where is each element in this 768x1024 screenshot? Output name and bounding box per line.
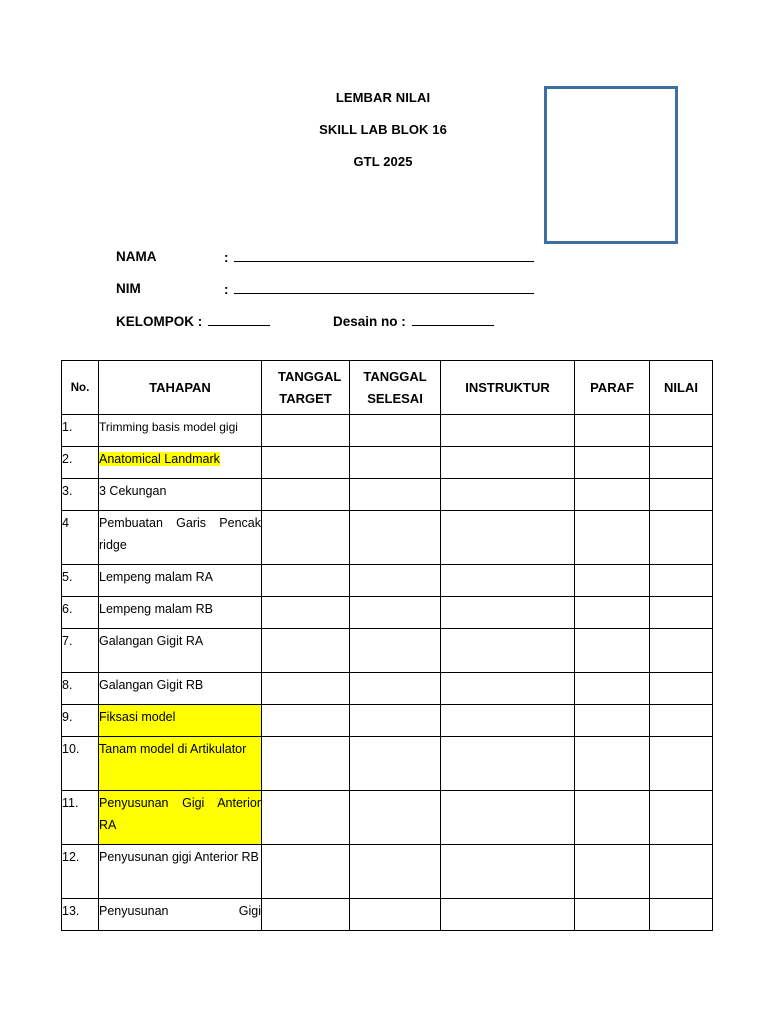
cell-paraf[interactable] bbox=[575, 447, 650, 479]
cell-paraf[interactable] bbox=[575, 415, 650, 447]
cell-paraf[interactable] bbox=[575, 791, 650, 845]
table-row bbox=[62, 597, 713, 629]
row-number: 11. bbox=[62, 791, 99, 845]
cell-tanggal-target[interactable] bbox=[262, 845, 350, 899]
table-row bbox=[62, 447, 713, 479]
row-number: 13. bbox=[62, 899, 99, 931]
header-paraf: PARAF bbox=[575, 361, 650, 415]
row-number: 3. bbox=[62, 479, 99, 511]
desain-line[interactable] bbox=[412, 313, 494, 326]
nama-line[interactable] bbox=[234, 249, 534, 262]
cell-nilai[interactable] bbox=[650, 479, 713, 511]
cell-tanggal-target[interactable] bbox=[262, 479, 350, 511]
nama-colon: : bbox=[224, 250, 233, 265]
table-row bbox=[62, 415, 713, 447]
cell-nilai[interactable] bbox=[650, 845, 713, 899]
desain-field bbox=[333, 313, 494, 329]
table-header-row bbox=[62, 361, 713, 415]
cell-paraf[interactable] bbox=[575, 705, 650, 737]
row-step: Anatomical Landmark bbox=[99, 452, 220, 466]
cell-tanggal-selesai[interactable] bbox=[350, 705, 441, 737]
cell-tanggal-selesai[interactable] bbox=[350, 597, 441, 629]
grade-table bbox=[61, 360, 713, 931]
cell-tanggal-target[interactable] bbox=[262, 899, 350, 931]
cell-instruktur[interactable] bbox=[441, 673, 575, 705]
row-step: Tanam model di Artikulator bbox=[99, 737, 262, 791]
row-number: 1. bbox=[62, 415, 99, 447]
cell-tanggal-selesai[interactable] bbox=[350, 899, 441, 931]
cell-tanggal-target[interactable] bbox=[262, 705, 350, 737]
cell-nilai[interactable] bbox=[650, 673, 713, 705]
header-tahapan: TAHAPAN bbox=[99, 361, 262, 415]
cell-tanggal-selesai[interactable] bbox=[350, 447, 441, 479]
cell-instruktur[interactable] bbox=[441, 447, 575, 479]
cell-nilai[interactable] bbox=[650, 705, 713, 737]
cell-paraf[interactable] bbox=[575, 597, 650, 629]
row-step: Lempeng malam RB bbox=[99, 597, 262, 629]
row-number: 6. bbox=[62, 597, 99, 629]
cell-instruktur[interactable] bbox=[441, 597, 575, 629]
cell-instruktur[interactable] bbox=[441, 899, 575, 931]
row-step: Trimming basis model gigi bbox=[99, 415, 262, 447]
cell-nilai[interactable] bbox=[650, 899, 713, 931]
header-tanggal-target: TANGGAL TARGET bbox=[262, 361, 350, 415]
row-number: 9. bbox=[62, 705, 99, 737]
cell-instruktur[interactable] bbox=[441, 791, 575, 845]
nama-label: NAMA bbox=[116, 249, 157, 264]
form-subtitle: SKILL LAB BLOK 16 bbox=[319, 122, 447, 137]
table-row bbox=[62, 737, 713, 791]
cell-nilai[interactable] bbox=[650, 737, 713, 791]
header-nilai: NILAI bbox=[650, 361, 713, 415]
row-step: Penyusunan gigi Anterior RB bbox=[99, 845, 262, 899]
row-step: Penyusunan Gigi bbox=[99, 899, 262, 931]
cell-paraf[interactable] bbox=[575, 511, 650, 565]
kelompok-line[interactable] bbox=[208, 313, 270, 326]
row-step: Fiksasi model bbox=[99, 705, 262, 737]
row-step: Penyusunan Gigi Anterior RA bbox=[99, 791, 262, 845]
photo-box bbox=[544, 86, 678, 244]
cell-tanggal-target[interactable] bbox=[262, 629, 350, 673]
cell-paraf[interactable] bbox=[575, 629, 650, 673]
cell-paraf[interactable] bbox=[575, 899, 650, 931]
cell-paraf[interactable] bbox=[575, 479, 650, 511]
cell-nilai[interactable] bbox=[650, 415, 713, 447]
table-row bbox=[62, 705, 713, 737]
table-row bbox=[62, 845, 713, 899]
cell-tanggal-target[interactable] bbox=[262, 565, 350, 597]
kelompok-label: KELOMPOK : bbox=[116, 314, 206, 329]
row-step-cell bbox=[99, 447, 262, 479]
cell-nilai[interactable] bbox=[650, 565, 713, 597]
cell-instruktur[interactable] bbox=[441, 511, 575, 565]
row-step: Galangan Gigit RB bbox=[99, 673, 262, 705]
cell-instruktur[interactable] bbox=[441, 629, 575, 673]
nim-field bbox=[116, 281, 233, 297]
header-instruktur: INSTRUKTUR bbox=[441, 361, 575, 415]
form-title: LEMBAR NILAI bbox=[335, 90, 431, 105]
kelompok-field bbox=[116, 313, 270, 329]
cell-tanggal-target[interactable] bbox=[262, 791, 350, 845]
cell-tanggal-target[interactable] bbox=[262, 673, 350, 705]
cell-tanggal-selesai[interactable] bbox=[350, 845, 441, 899]
table-row bbox=[62, 791, 713, 845]
cell-tanggal-selesai[interactable] bbox=[350, 791, 441, 845]
desain-label: Desain no : bbox=[333, 314, 410, 329]
cell-instruktur[interactable] bbox=[441, 705, 575, 737]
cell-nilai[interactable] bbox=[650, 511, 713, 565]
row-step: Lempeng malam RA bbox=[99, 565, 262, 597]
row-number: 2. bbox=[62, 447, 99, 479]
cell-tanggal-selesai[interactable] bbox=[350, 673, 441, 705]
cell-instruktur[interactable] bbox=[441, 479, 575, 511]
cell-instruktur[interactable] bbox=[441, 415, 575, 447]
cell-nilai[interactable] bbox=[650, 791, 713, 845]
table-row bbox=[62, 479, 713, 511]
cell-instruktur[interactable] bbox=[441, 565, 575, 597]
row-number: 8. bbox=[62, 673, 99, 705]
cell-instruktur[interactable] bbox=[441, 737, 575, 791]
cell-paraf[interactable] bbox=[575, 565, 650, 597]
row-number: 7. bbox=[62, 629, 99, 673]
row-number: 12. bbox=[62, 845, 99, 899]
header-tanggal-selesai: TANGGAL SELESAI bbox=[350, 361, 441, 415]
nim-colon: : bbox=[224, 282, 233, 297]
row-number: 4 bbox=[62, 511, 99, 565]
cell-tanggal-target[interactable] bbox=[262, 447, 350, 479]
row-number: 10. bbox=[62, 737, 99, 791]
cell-tanggal-selesai[interactable] bbox=[350, 737, 441, 791]
cell-tanggal-selesai[interactable] bbox=[350, 565, 441, 597]
cell-instruktur[interactable] bbox=[441, 845, 575, 899]
row-step: 3 Cekungan bbox=[99, 479, 262, 511]
table-row bbox=[62, 899, 713, 931]
row-step: Galangan Gigit RA bbox=[99, 629, 262, 673]
table-row bbox=[62, 629, 713, 673]
table-row bbox=[62, 673, 713, 705]
cell-tanggal-selesai[interactable] bbox=[350, 415, 441, 447]
cell-paraf[interactable] bbox=[575, 673, 650, 705]
row-number: 5. bbox=[62, 565, 99, 597]
cell-tanggal-target[interactable] bbox=[262, 737, 350, 791]
nama-field bbox=[116, 249, 233, 265]
cell-tanggal-target[interactable] bbox=[262, 597, 350, 629]
cell-paraf[interactable] bbox=[575, 845, 650, 899]
cell-tanggal-target[interactable] bbox=[262, 415, 350, 447]
cell-nilai[interactable] bbox=[650, 597, 713, 629]
cell-tanggal-target[interactable] bbox=[262, 511, 350, 565]
form-year: GTL 2025 bbox=[353, 154, 413, 169]
cell-paraf[interactable] bbox=[575, 737, 650, 791]
header-no: No. bbox=[62, 361, 99, 415]
table-row bbox=[62, 511, 713, 565]
row-step: Pembuatan Garis Pencak ridge bbox=[99, 511, 262, 565]
cell-nilai[interactable] bbox=[650, 447, 713, 479]
nim-line[interactable] bbox=[234, 281, 534, 294]
cell-tanggal-selesai[interactable] bbox=[350, 629, 441, 673]
cell-tanggal-selesai[interactable] bbox=[350, 511, 441, 565]
cell-tanggal-selesai[interactable] bbox=[350, 479, 441, 511]
nim-label: NIM bbox=[116, 281, 141, 296]
cell-nilai[interactable] bbox=[650, 629, 713, 673]
table-row bbox=[62, 565, 713, 597]
